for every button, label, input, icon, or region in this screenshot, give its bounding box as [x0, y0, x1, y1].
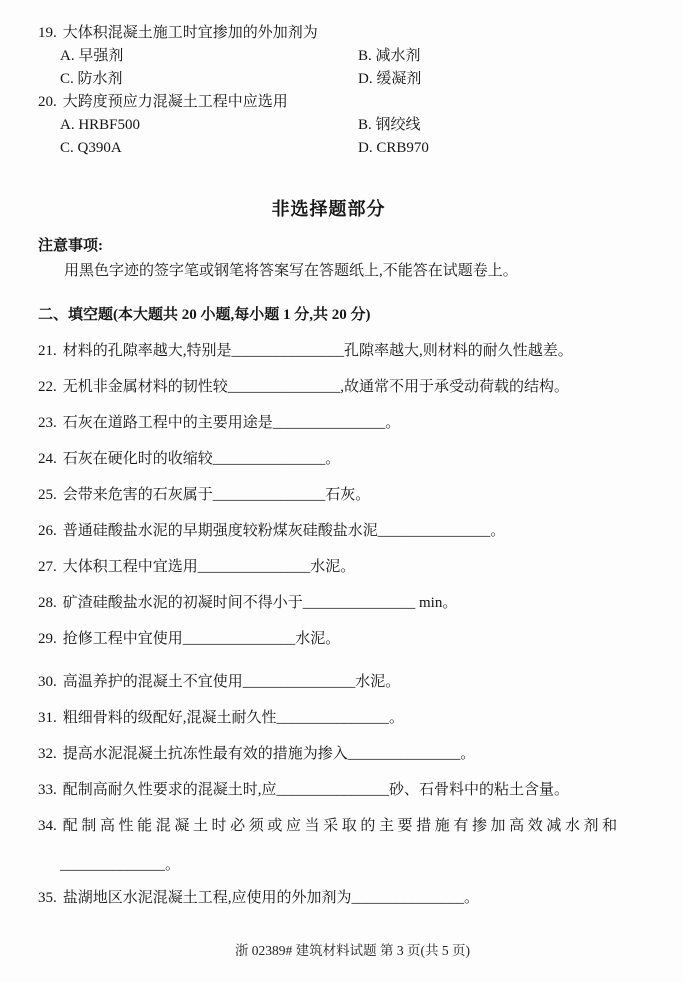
question-number: 31.	[38, 710, 57, 726]
question-line	[38, 595, 647, 612]
mc-option-A: A. HRBF500	[60, 117, 141, 133]
question-text: 提高水泥混凝土抗冻性最有效的措施为掺入_______________。	[62, 746, 476, 762]
question-line	[38, 523, 647, 540]
mc-options	[60, 114, 647, 160]
question-line	[38, 818, 647, 835]
question-line	[38, 746, 647, 763]
question-text: 配制高性能混凝土时必须或应当采取的主要措施有掺加高效减水剂和	[62, 818, 621, 834]
section-title: 非选择题部分	[271, 199, 386, 219]
mc-option-C: C. Q390A	[60, 140, 122, 156]
question-continuation: ______________。	[60, 857, 181, 873]
question-number: 20.	[38, 94, 57, 110]
fill-question-24	[38, 451, 647, 468]
question-text: 大体积工程中宜选用_______________水泥。	[62, 559, 356, 575]
question-text: 石灰在道路工程中的主要用途是_______________。	[62, 415, 401, 431]
question-number: 24.	[38, 451, 57, 467]
question-text: 矿渣硅酸盐水泥的初凝时间不得小于_______________ min。	[62, 595, 458, 611]
question-number: 22.	[38, 379, 57, 395]
question-line	[38, 890, 647, 907]
page-footer: 浙 02389# 建筑材料试题 第 3 页(共 5 页)	[234, 943, 471, 958]
question-line	[38, 451, 647, 468]
mc-option-B: B. 钢绞线	[358, 117, 421, 133]
question-number: 27.	[38, 559, 57, 575]
notice-block	[38, 238, 647, 280]
question-line	[38, 343, 647, 360]
fill-question-35	[38, 890, 647, 907]
fill-question-27	[38, 559, 647, 576]
question-number: 26.	[38, 523, 57, 539]
question-line	[38, 710, 647, 727]
fill-question-31	[38, 710, 647, 727]
question-text: 盐湖地区水泥混凝土工程,应使用的外加剂为_______________。	[62, 890, 480, 906]
question-text: 石灰在硬化时的收缩较_______________。	[62, 451, 341, 467]
fill-question-33	[38, 782, 647, 799]
fill-question-list	[38, 343, 647, 907]
multiple-choice-section	[38, 22, 647, 160]
question-number: 32.	[38, 746, 57, 762]
fill-question-21	[38, 343, 647, 360]
question-line	[38, 415, 647, 432]
question-number: 21.	[38, 343, 57, 359]
question-number: 28.	[38, 595, 57, 611]
mc-question-20	[38, 91, 647, 160]
mc-options	[60, 45, 647, 91]
fill-question-29	[38, 631, 647, 648]
mc-option-D: D. 缓凝剂	[358, 71, 422, 87]
question-stem-text: 大体积混凝土施工时宜掺加的外加剂为	[62, 25, 318, 41]
question-number: 19.	[38, 25, 57, 41]
question-number: 35.	[38, 890, 57, 906]
question-text: 会带来危害的石灰属于_______________石灰。	[62, 487, 371, 503]
question-line	[38, 674, 647, 691]
question-line	[38, 487, 647, 504]
mc-question-stem	[38, 22, 647, 45]
mc-option-D: D. CRB970	[358, 140, 429, 156]
fill-question-34	[38, 818, 647, 874]
question-number: 33.	[38, 782, 57, 798]
fill-section-title: 二、填空题(本大题共 20 小题,每小题 1 分,共 20 分)	[38, 307, 371, 323]
mc-question-stem	[38, 91, 647, 114]
fill-question-30	[38, 674, 647, 691]
question-text: 粗细骨料的级配好,混凝土耐久性_______________。	[62, 710, 405, 726]
question-text: 材料的孔隙率越大,特别是_______________孔隙率越大,则材料的耐久性越差。	[62, 343, 573, 359]
fill-question-26	[38, 523, 647, 540]
question-line	[38, 631, 647, 648]
question-number: 25.	[38, 487, 57, 503]
question-number: 29.	[38, 631, 57, 647]
question-number: 23.	[38, 415, 57, 431]
fill-question-25	[38, 487, 647, 504]
question-number: 34.	[38, 818, 57, 834]
question-text: 高温养护的混凝土不宜使用_______________水泥。	[62, 674, 401, 690]
question-number: 30.	[38, 674, 57, 690]
question-text: 普通硅酸盐水泥的早期强度较粉煤灰硅酸盐水泥_______________。	[62, 523, 506, 539]
question-text: 抢修工程中宜使用_______________水泥。	[62, 631, 341, 647]
fill-question-22	[38, 379, 647, 396]
mc-question-19	[38, 22, 647, 91]
question-line	[38, 559, 647, 576]
fill-question-23	[38, 415, 647, 432]
question-text: 配制高耐久性要求的混凝土时,应_______________砂、石骨料中的粘土含量。	[62, 782, 570, 798]
question-line	[38, 782, 647, 799]
question-text: 无机非金属材料的韧性较_______________,故通常不用于承受动荷载的结构。	[62, 379, 570, 395]
mc-option-B: B. 减水剂	[358, 48, 421, 64]
notice-title: 注意事项:	[38, 238, 103, 254]
mc-option-A: A. 早强剂	[60, 48, 124, 64]
fill-question-28	[38, 595, 647, 612]
notice-body: 用黑色字迹的签字笔或钢笔将答案写在答题纸上,不能答在试题卷上。	[64, 263, 518, 279]
question-stem-text: 大跨度预应力混凝土工程中应选用	[62, 94, 288, 110]
fill-question-32	[38, 746, 647, 763]
question-line	[38, 379, 647, 396]
mc-option-C: C. 防水剂	[60, 71, 123, 87]
